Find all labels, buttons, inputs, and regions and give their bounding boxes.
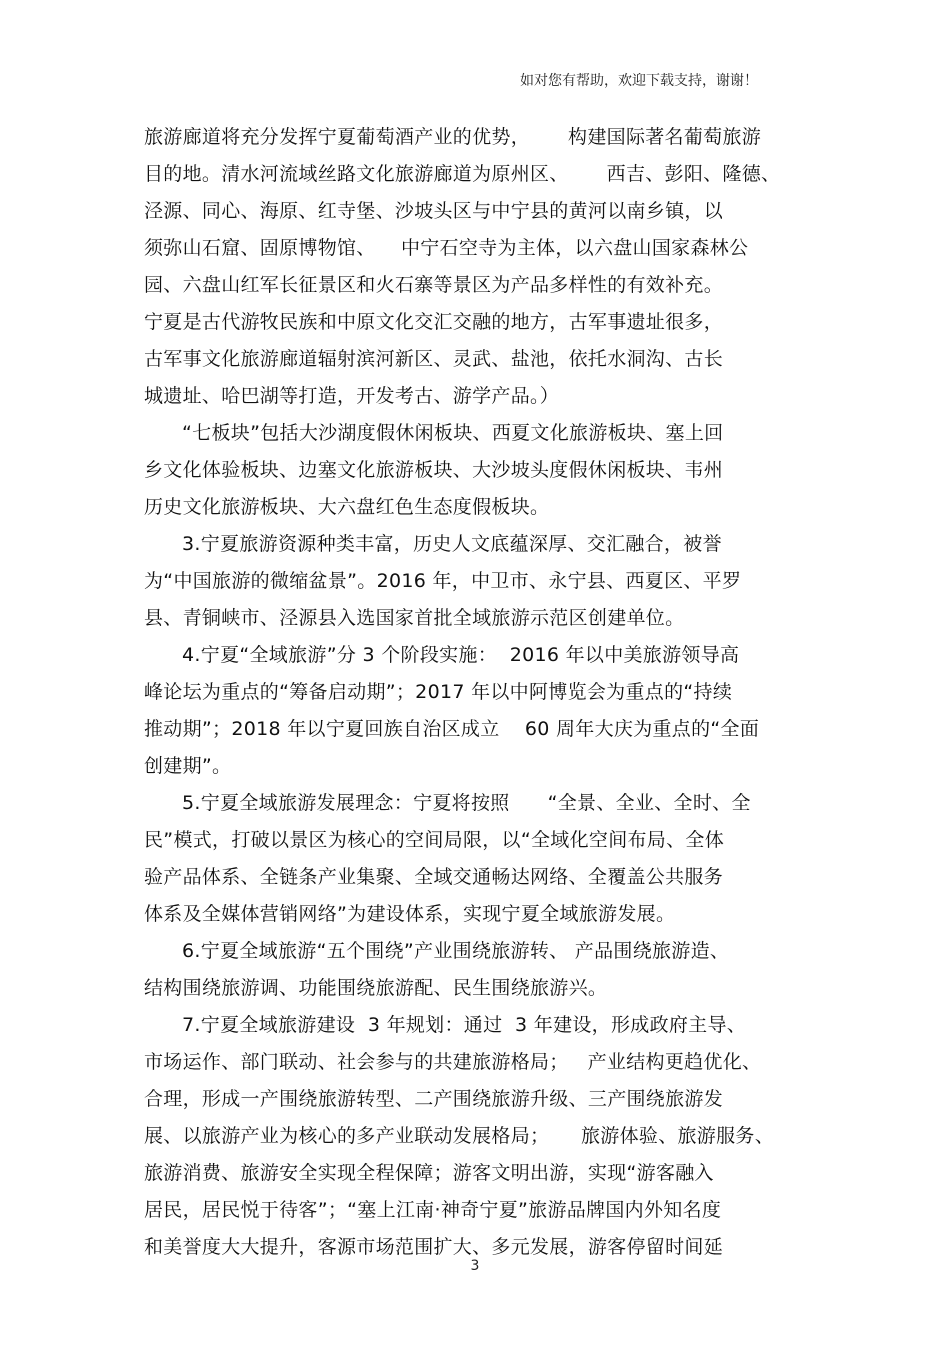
text-line: 旅游消费、旅游安全实现全程保障；游客文明出游，实现“游客融入 [144,1162,714,1184]
text-line: 4.宁夏“全域旅游”分 3 个阶段实施： 2016 年以中美旅游领导高 [144,644,740,666]
text-line: 推动期”；2018 年以宁夏回族自治区成立 60 周年大庆为重点的“全面 [144,718,760,740]
text-line: “七板块”包括大沙湖度假休闲板块、西夏文化旅游板块、塞上回 [144,422,724,444]
text-line: 5.宁夏全域旅游发展理念：宁夏将按照 “全景、全业、全时、全 [144,792,751,814]
text-line: 为“中国旅游的微缩盆景”。2016 年，中卫市、永宁县、西夏区、平罗 [144,570,742,592]
header-note: 如对您有帮助，欢迎下载支持，谢谢！ [520,73,758,89]
text-line: 泾源、同心、海原、红寺堡、沙坡头区与中宁县的黄河以南乡镇，以 [144,200,724,222]
text-line: 古军事文化旅游廊道辐射滨河新区、灵武、盐池，依托水洞沟、古长 [144,348,724,370]
text-line: 目的地。清水河流域丝路文化旅游廊道为原州区、 西吉、彭阳、隆德、 [144,163,781,185]
text-line: 居民，居民悦于待客”；“塞上江南·神奇宁夏”旅游品牌国内外知名度 [144,1199,722,1221]
text-line: 和美誉度大大提升，客源市场范围扩大、多元发展，游客停留时间延 [144,1236,724,1258]
text-line: 历史文化旅游板块、大六盘红色生态度假板块。 [144,496,550,518]
text-line: 合理，形成一产围绕旅游转型、二产围绕旅游升级、三产围绕旅游发 [144,1088,724,1110]
text-line: 旅游廊道将充分发挥宁夏葡萄酒产业的优势， 构建国际著名葡萄旅游 [144,126,762,148]
text-line: 展、以旅游产业为核心的多产业联动发展格局； 旅游体验、旅游服务、 [144,1125,774,1147]
text-line: 宁夏是古代游牧民族和中原文化交汇交融的地方，古军事遗址很多， [144,311,724,333]
text-line: 结构围绕旅游调、功能围绕旅游配、民生围绕旅游兴。 [144,977,608,999]
text-line: 峰论坛为重点的“筹备启动期”；2017 年以中阿博览会为重点的“持续 [144,681,733,703]
page-number: 3 [470,1258,480,1274]
text-line: 体系及全媒体营销网络”为建设体系，实现宁夏全域旅游发展。 [144,903,676,925]
text-line: 城遗址、哈巴湖等打造，开发考古、游学产品。） [144,385,560,407]
text-line: 园、六盘山红军长征景区和火石寨等景区为产品多样性的有效补充。 [144,274,724,296]
text-line: 市场运作、部门联动、社会参与的共建旅游格局； 产业结构更趋优化、 [144,1051,762,1073]
text-line: 民”模式，打破以景区为核心的空间局限，以“全域化空间布局、全体 [144,829,724,851]
text-line: 县、青铜峡市、泾源县入选国家首批全域旅游示范区创建单位。 [144,607,685,629]
document-body [144,119,844,1266]
text-line: 创建期”。 [144,755,232,777]
text-line: 6.宁夏全域旅游“五个围绕”产业围绕旅游转、 产品围绕旅游造、 [144,940,730,962]
text-line: 3.宁夏旅游资源种类丰富，历史人文底蕴深厚、交汇融合，被誉 [144,533,722,555]
text-line: 须弥山石窟、固原博物馆、 中宁石空寺为主体，以六盘山国家森林公 [144,237,749,259]
text-line: 验产品体系、全链条产业集聚、全域交通畅达网络、全覆盖公共服务 [144,866,724,888]
text-line: 7.宁夏全域旅游建设 3 年规划：通过 3 年建设，形成政府主导、 [144,1014,747,1036]
text-line: 乡文化体验板块、边塞文化旅游板块、大沙坡头度假休闲板块、韦州 [144,459,724,481]
